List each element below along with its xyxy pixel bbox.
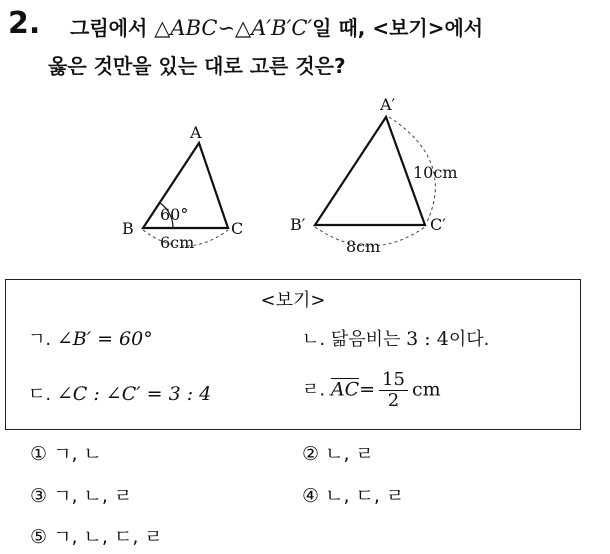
question-number: 2. (8, 6, 41, 41)
choice-text: ㄱ, ㄴ (53, 443, 102, 465)
choice-1[interactable] (30, 439, 102, 466)
similarity-expression: △ABC∽△A′B′C′ (154, 16, 313, 40)
label-b-prime: B′ (290, 215, 306, 234)
side-bc-label: 6cm (160, 233, 195, 252)
item-marker: ㄹ. (302, 379, 326, 401)
angle-b-label: 60° (160, 205, 189, 224)
item-suffix: 이다. (448, 329, 490, 350)
question-text-post: 일 때, <보기>에서 (312, 16, 484, 40)
side-bc-prime-label: 8cm (346, 237, 381, 256)
item-marker: ㄴ. (302, 329, 326, 350)
bogi-item-giyeok (28, 325, 153, 351)
item-expression: ∠B′ = 60° (56, 328, 153, 350)
choice-text: ㄱ, ㄴ, ㄹ (53, 485, 133, 507)
bogi-item-nieun (302, 325, 489, 351)
triangle-a-prime-b-prime-c-prime (290, 95, 458, 256)
label-c-prime: C′ (430, 215, 446, 234)
bogi-item-digeut (28, 380, 211, 406)
item-marker: ㄷ. (28, 384, 52, 405)
choice-number: ② (302, 443, 320, 465)
bogi-item-rieul (302, 370, 441, 411)
segment-ac: $\overline{AC}$ (330, 378, 360, 401)
choice-number: ① (30, 443, 48, 465)
item-text: 닮음비는 (330, 329, 401, 350)
bogi-box (5, 279, 581, 430)
question-text-pre: 그림에서 (70, 16, 155, 40)
equals-sign: = (359, 378, 376, 401)
question-line-2: 옳은 것만을 있는 대로 고른 것은? (48, 54, 346, 78)
fraction (379, 370, 408, 411)
choice-4[interactable] (302, 481, 404, 508)
choice-number: ④ (302, 485, 320, 507)
choice-5[interactable] (30, 522, 163, 549)
bogi-title: <보기> (260, 290, 326, 311)
item-expression: ∠C : ∠C′ = 3 : 4 (56, 383, 212, 405)
item-ratio: 3 : 4 (406, 328, 449, 350)
choice-text: ㄱ, ㄴ, ㄷ, ㄹ (53, 526, 163, 548)
label-a-prime: A′ (380, 95, 396, 114)
fraction-denominator: 2 (387, 390, 400, 411)
choice-3[interactable] (30, 481, 132, 508)
unit: cm (411, 378, 441, 401)
label-c: C (231, 219, 244, 238)
choice-text: ㄴ, ㄷ, ㄹ (325, 485, 405, 507)
label-a: A (190, 123, 202, 142)
triangle-abc (122, 123, 243, 252)
item-marker: ㄱ. (28, 329, 52, 350)
fraction-numerator: 15 (379, 370, 408, 391)
choice-2[interactable] (302, 439, 374, 466)
choice-text: ㄴ, ㄹ (325, 443, 374, 465)
side-ac-prime-label: 10cm (413, 163, 458, 182)
label-b: B (122, 219, 134, 238)
triangle-prime-shape (315, 117, 425, 225)
choice-number: ③ (30, 485, 48, 507)
choice-number: ⑤ (30, 526, 48, 548)
